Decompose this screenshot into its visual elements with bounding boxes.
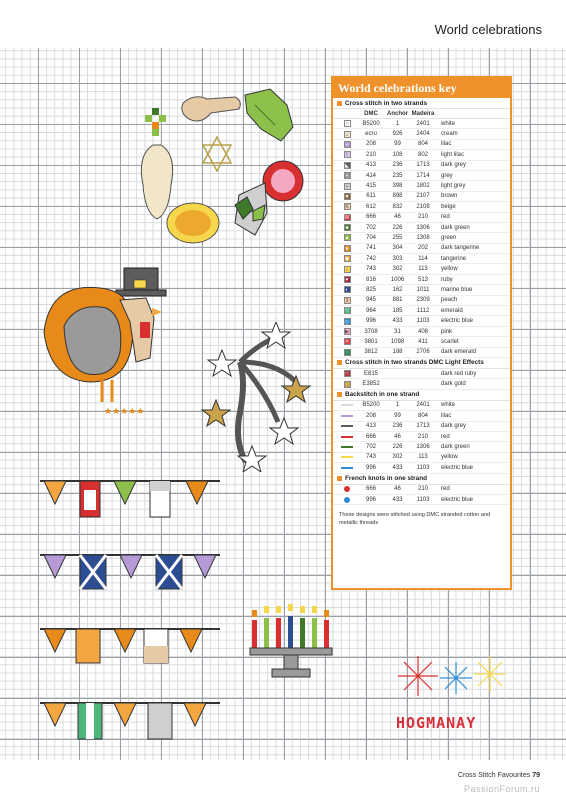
anchor-code: 398 bbox=[392, 183, 403, 190]
anchor-code: 433 bbox=[392, 318, 403, 325]
anchor-code: 1098 bbox=[390, 338, 405, 345]
madeira-code: 114 bbox=[418, 255, 428, 262]
anchor-code: 236 bbox=[392, 423, 403, 430]
dmc-code: 3812 bbox=[364, 349, 378, 356]
madeira-code: 1103 bbox=[416, 318, 430, 325]
color-name: scarlet bbox=[441, 338, 459, 345]
bullet-square-icon bbox=[337, 476, 342, 481]
madeira-code: 2706 bbox=[416, 349, 430, 356]
color-name: dark tangerine bbox=[441, 245, 480, 252]
stitch-symbol-icon: + bbox=[344, 141, 351, 148]
stitch-symbol-icon: ▲ bbox=[344, 235, 350, 242]
key-title: World celebrations key bbox=[333, 78, 510, 98]
madeira-code: 1306 bbox=[416, 224, 430, 231]
bunting-row-1 bbox=[40, 478, 220, 523]
madeira-code: 1308 bbox=[416, 234, 430, 241]
menorah-motif bbox=[248, 604, 338, 684]
anchor-code: 304 bbox=[392, 245, 403, 252]
madeira-code: 2401 bbox=[416, 120, 430, 127]
anchor-code: 99 bbox=[394, 141, 401, 148]
pear-icon bbox=[141, 145, 172, 219]
firework-burst-blue-icon bbox=[440, 662, 472, 694]
dmc-code: 816 bbox=[365, 276, 376, 283]
stitch-symbol-icon: ⋮ bbox=[344, 381, 350, 388]
anchor-code: 235 bbox=[392, 172, 403, 179]
stitch-symbol-icon: • bbox=[344, 183, 351, 190]
french-knot-icon bbox=[344, 497, 350, 503]
bullet-square-icon bbox=[337, 360, 342, 365]
swatch-cell bbox=[337, 172, 357, 179]
leaf-icon bbox=[245, 89, 293, 141]
page-header bbox=[0, 0, 566, 48]
stitch-symbol-icon: ◣ bbox=[345, 162, 349, 169]
anchor-code: 433 bbox=[392, 496, 403, 503]
stitch-symbol-icon: ↑ bbox=[344, 349, 351, 356]
magazine-name: Cross Stitch Favourites bbox=[457, 772, 531, 779]
key-row bbox=[333, 369, 510, 379]
color-name: red bbox=[441, 433, 450, 440]
color-key-panel bbox=[331, 76, 512, 590]
madeira-code: 113 bbox=[418, 454, 428, 461]
dmc-code: 743 bbox=[365, 454, 376, 461]
key-row bbox=[333, 264, 510, 274]
backstitch-line-icon bbox=[341, 436, 353, 438]
madeira-code: 1713 bbox=[416, 423, 430, 430]
anchor-code: 46 bbox=[394, 433, 401, 440]
candle-flames-icon bbox=[252, 604, 329, 617]
key-row bbox=[333, 485, 510, 495]
anchor-code: 926 bbox=[392, 131, 403, 138]
dmc-code: 964 bbox=[365, 307, 376, 314]
swatch-cell bbox=[337, 404, 357, 406]
swatch-cell bbox=[337, 318, 357, 325]
bunting-row-4 bbox=[40, 700, 220, 745]
swatch-cell bbox=[337, 245, 357, 252]
madeira-code: 802 bbox=[417, 151, 428, 158]
madeira-code: 1103 bbox=[416, 496, 430, 503]
dmc-code: 208 bbox=[365, 141, 376, 148]
col-dmc: DMC bbox=[364, 110, 378, 117]
swatch-cell bbox=[337, 203, 357, 210]
stitch-symbol-icon: ⌂ bbox=[345, 131, 349, 138]
dmc-code: B5200 bbox=[362, 402, 380, 409]
swatch-cell bbox=[337, 234, 357, 241]
color-name: grey bbox=[441, 172, 453, 179]
stitch-symbol-icon: ★ bbox=[344, 245, 350, 252]
color-name: dark red ruby bbox=[441, 370, 477, 377]
backstitch-line-icon bbox=[341, 404, 353, 406]
dmc-code: 741 bbox=[365, 245, 376, 252]
madeira-code: 1011 bbox=[416, 286, 430, 293]
pilgrim-hat-icon bbox=[116, 268, 166, 296]
firework-burst-yellow-icon bbox=[474, 656, 506, 692]
key-row bbox=[333, 379, 510, 389]
svg-text:★★★★★: ★★★★★ bbox=[104, 407, 145, 417]
madeira-code: 411 bbox=[418, 338, 428, 345]
anchor-code: 1 bbox=[395, 120, 400, 127]
menorah-base-icon bbox=[250, 648, 332, 677]
ornament-icon bbox=[263, 161, 303, 201]
swatch-cell bbox=[337, 436, 357, 438]
dmc-code: 414 bbox=[365, 172, 376, 179]
color-name: white bbox=[441, 402, 456, 409]
swatch-cell bbox=[337, 286, 357, 293]
swatch-cell bbox=[337, 266, 357, 273]
key-row bbox=[333, 337, 510, 347]
anchor-code: 226 bbox=[392, 444, 403, 451]
madeira-code: 210 bbox=[417, 214, 428, 221]
anchor-code: 46 bbox=[394, 214, 401, 221]
dmc-code: 612 bbox=[365, 203, 376, 210]
dmc-code: ecru bbox=[365, 131, 377, 138]
col-madeira: Madeira bbox=[411, 110, 435, 117]
key-row bbox=[333, 432, 510, 442]
madeira-code: 1802 bbox=[416, 183, 430, 190]
color-name: tangerine bbox=[441, 255, 467, 262]
anchor-code: 881 bbox=[392, 297, 403, 304]
key-row bbox=[333, 463, 510, 473]
color-name: lilac bbox=[441, 412, 452, 419]
swatch-cell bbox=[337, 328, 357, 335]
key-row bbox=[333, 244, 510, 254]
anchor-code: 226 bbox=[392, 224, 403, 231]
stitch-symbol-icon: × bbox=[344, 338, 351, 345]
stitch-symbol-icon: ■ bbox=[345, 225, 349, 232]
anchor-code: 832 bbox=[392, 203, 403, 210]
hogmanay-text: HOGMANAY bbox=[396, 714, 477, 732]
stitch-symbol-icon: ◆ bbox=[345, 256, 349, 263]
swatch-cell bbox=[337, 183, 357, 190]
madeira-code: 1306 bbox=[416, 444, 430, 451]
madeira-code: 1714 bbox=[416, 172, 430, 179]
french-knot-rows bbox=[333, 485, 510, 506]
color-name: pink bbox=[441, 328, 453, 335]
swatch-cell bbox=[337, 151, 357, 158]
swatch-cell bbox=[337, 446, 357, 448]
key-row bbox=[333, 453, 510, 463]
swatch-cell bbox=[337, 297, 357, 304]
key-row bbox=[333, 285, 510, 295]
backstitch-rows bbox=[333, 401, 510, 474]
dmc-code: 945 bbox=[365, 297, 376, 304]
color-name: dark grey bbox=[441, 423, 467, 430]
key-row bbox=[333, 192, 510, 202]
cross-stitch-rows bbox=[333, 119, 510, 358]
anchor-code: 1 bbox=[395, 402, 400, 409]
swatch-cell bbox=[337, 425, 357, 427]
madeira-code: 1112 bbox=[416, 307, 430, 314]
dmc-code: E815 bbox=[363, 370, 378, 377]
swatch-cell bbox=[337, 131, 357, 138]
stitch-symbol-icon: 3 bbox=[344, 297, 351, 304]
color-name: emerald bbox=[441, 307, 463, 314]
page-title: World celebrations bbox=[434, 22, 542, 37]
dmc-code: 996 bbox=[365, 464, 376, 471]
firework-burst-red-icon bbox=[398, 656, 438, 696]
pie-icon bbox=[167, 203, 219, 243]
section-french-knots bbox=[333, 474, 510, 485]
anchor-code: 188 bbox=[392, 349, 403, 356]
dmc-code: 704 bbox=[365, 234, 376, 241]
swatch-cell bbox=[337, 162, 357, 169]
madeira-code: 408 bbox=[417, 328, 428, 335]
dmc-code: 666 bbox=[365, 486, 376, 493]
light-effects-rows bbox=[333, 369, 510, 390]
swatch-cell bbox=[337, 307, 357, 314]
bunting-row-2 bbox=[40, 552, 220, 597]
dmc-code: 825 bbox=[365, 286, 376, 293]
swatch-cell bbox=[337, 224, 357, 231]
dmc-code: 996 bbox=[365, 318, 376, 325]
swatch-cell bbox=[337, 141, 357, 148]
anchor-code: 433 bbox=[392, 464, 403, 471]
fireworks-stars-motif bbox=[196, 322, 321, 472]
key-row bbox=[333, 213, 510, 223]
watermark: PassionForum.ru bbox=[463, 784, 540, 794]
swatch-cell bbox=[337, 456, 357, 458]
swatch-cell bbox=[337, 338, 357, 345]
anchor-code: 236 bbox=[392, 162, 403, 169]
swatch-cell bbox=[337, 349, 357, 356]
key-row bbox=[333, 254, 510, 264]
rocket-trail-icon bbox=[238, 334, 296, 462]
dmc-code: 743 bbox=[365, 266, 376, 273]
hogmanay-fireworks bbox=[396, 650, 508, 705]
bullet-square-icon bbox=[337, 392, 342, 397]
madeira-code: 804 bbox=[417, 141, 428, 148]
page-number: 79 bbox=[532, 772, 540, 779]
stitch-symbol-icon: ▪ bbox=[344, 172, 351, 179]
backstitch-line-icon bbox=[341, 446, 353, 448]
madeira-code: 2309 bbox=[416, 297, 430, 304]
color-name: light lilac bbox=[441, 151, 465, 158]
dmc-code: 702 bbox=[365, 224, 376, 231]
color-name: beige bbox=[441, 203, 456, 210]
madeira-code: 2401 bbox=[416, 402, 430, 409]
dmc-code: 413 bbox=[365, 423, 376, 430]
stitch-symbol-icon: ▽ bbox=[345, 308, 349, 315]
color-name: dark gold bbox=[441, 381, 466, 388]
dmc-code: 208 bbox=[365, 412, 376, 419]
section-label: French knots in one strand bbox=[345, 475, 428, 482]
key-row bbox=[333, 411, 510, 421]
color-name: dark emerald bbox=[441, 349, 477, 356]
star-cluster-icon bbox=[202, 322, 310, 472]
section-backstitch bbox=[333, 390, 510, 401]
key-row bbox=[333, 140, 510, 150]
swatch-cell bbox=[337, 193, 357, 200]
bullet-square-icon bbox=[337, 101, 342, 106]
key-row bbox=[333, 202, 510, 212]
madeira-code: 804 bbox=[417, 412, 428, 419]
dmc-code: 3708 bbox=[364, 328, 378, 335]
color-name: dark green bbox=[441, 224, 470, 231]
anchor-code: 302 bbox=[392, 454, 403, 461]
dmc-code: 3801 bbox=[364, 338, 378, 345]
wreath-motif bbox=[135, 85, 325, 265]
flower-icon bbox=[145, 108, 166, 136]
backstitch-line-icon bbox=[341, 456, 353, 458]
color-name: dark grey bbox=[441, 162, 467, 169]
backstitch-line-icon bbox=[341, 415, 353, 417]
bunting-row-3 bbox=[40, 626, 220, 671]
color-name: green bbox=[441, 234, 457, 241]
backstitch-line-icon bbox=[341, 467, 353, 469]
key-row bbox=[333, 161, 510, 171]
key-row bbox=[333, 233, 510, 243]
madeira-code: 210 bbox=[417, 433, 428, 440]
key-row bbox=[333, 401, 510, 411]
stitch-symbol-icon: ! bbox=[344, 151, 351, 158]
stitch-symbol-icon: □ bbox=[345, 371, 349, 378]
star-of-david-icon bbox=[203, 137, 231, 171]
swatch-cell bbox=[337, 415, 357, 417]
color-name: electric blue bbox=[441, 496, 474, 503]
key-header-row bbox=[333, 109, 510, 119]
turkey-icon bbox=[44, 287, 162, 417]
madeira-code: 1103 bbox=[416, 464, 430, 471]
key-row bbox=[333, 327, 510, 337]
key-row bbox=[333, 119, 510, 129]
key-row bbox=[333, 495, 510, 505]
color-name: red bbox=[441, 214, 450, 221]
dmc-code: 413 bbox=[365, 162, 376, 169]
key-row bbox=[333, 442, 510, 452]
color-name: lilac bbox=[441, 141, 452, 148]
dmc-code: E3852 bbox=[362, 381, 380, 388]
stitch-symbol-icon: ▶ bbox=[345, 329, 349, 335]
madeira-code: 2404 bbox=[416, 131, 430, 138]
section-label: Cross stitch in two strands bbox=[345, 99, 428, 107]
key-row bbox=[333, 296, 510, 306]
section-label: Backstitch in one strand bbox=[345, 391, 420, 399]
swatch-cell bbox=[337, 381, 357, 388]
anchor-code: 162 bbox=[392, 286, 403, 293]
key-row bbox=[333, 171, 510, 181]
key-row bbox=[333, 306, 510, 316]
key-row bbox=[333, 150, 510, 160]
stitch-symbol-icon: W bbox=[344, 214, 350, 221]
candles-icon bbox=[252, 616, 329, 648]
madeira-code: 2108 bbox=[416, 203, 430, 210]
anchor-code: 302 bbox=[392, 266, 403, 273]
dmc-code: 702 bbox=[365, 444, 376, 451]
dmc-code: 666 bbox=[365, 433, 376, 440]
color-name: dark green bbox=[441, 444, 470, 451]
key-row bbox=[333, 316, 510, 326]
madeira-code: 210 bbox=[417, 486, 428, 493]
dmc-code: 742 bbox=[365, 255, 376, 262]
color-name: peach bbox=[441, 297, 458, 304]
madeira-code: 1713 bbox=[416, 162, 430, 169]
color-name: red bbox=[441, 486, 450, 493]
color-name: brown bbox=[441, 193, 458, 200]
anchor-code: 185 bbox=[392, 307, 403, 314]
anchor-code: 255 bbox=[392, 234, 403, 241]
color-name: electric blue bbox=[441, 464, 474, 471]
anchor-code: 108 bbox=[392, 151, 403, 158]
key-row bbox=[333, 422, 510, 432]
swatch-cell bbox=[337, 370, 357, 377]
backstitch-line-icon bbox=[341, 425, 353, 427]
french-knot-icon bbox=[344, 486, 350, 492]
color-name: cream bbox=[441, 131, 458, 138]
dmc-code: 210 bbox=[365, 151, 376, 158]
stitch-symbol-icon: ♥ bbox=[344, 276, 351, 283]
key-row bbox=[333, 348, 510, 358]
dmc-code: 666 bbox=[365, 214, 376, 221]
color-name: marine blue bbox=[441, 286, 473, 293]
madeira-code: 113 bbox=[418, 266, 428, 273]
swatch-cell bbox=[337, 497, 357, 503]
swatch-cell bbox=[337, 276, 357, 283]
madeira-code: 513 bbox=[417, 276, 428, 283]
stitch-symbol-icon: ♀ bbox=[345, 266, 349, 273]
col-anchor: Anchor bbox=[387, 110, 408, 117]
swatch-cell bbox=[337, 120, 357, 127]
page-footer bbox=[0, 760, 566, 800]
dmc-code: 415 bbox=[365, 183, 376, 190]
color-name: yellow bbox=[441, 266, 458, 273]
section-label: Cross stitch in two strands DMC Light Effects bbox=[345, 359, 484, 367]
turkey-motif bbox=[40, 262, 180, 417]
swatch-cell bbox=[337, 214, 357, 221]
section-light-effects bbox=[333, 358, 510, 369]
footer-credit bbox=[458, 772, 540, 779]
key-row bbox=[333, 129, 510, 139]
swatch-cell bbox=[337, 486, 357, 492]
color-name: ruby bbox=[441, 276, 453, 283]
color-name: yellow bbox=[441, 454, 458, 461]
stitch-symbol-icon: ▼ bbox=[344, 193, 350, 200]
anchor-code: 99 bbox=[394, 412, 401, 419]
color-name: white bbox=[441, 120, 456, 127]
key-row bbox=[333, 275, 510, 285]
drumstick-icon bbox=[182, 97, 240, 121]
color-name: electric blue bbox=[441, 318, 474, 325]
swatch-cell bbox=[337, 467, 357, 469]
key-row bbox=[333, 181, 510, 191]
swatch-cell bbox=[337, 255, 357, 262]
anchor-code: 898 bbox=[392, 193, 403, 200]
color-name: light grey bbox=[441, 183, 466, 190]
anchor-code: 303 bbox=[392, 255, 403, 262]
stitch-symbol-icon: ◇ bbox=[345, 318, 349, 325]
anchor-code: 31 bbox=[394, 328, 401, 335]
section-cross-stitch bbox=[333, 98, 510, 109]
madeira-code: 202 bbox=[417, 245, 428, 252]
dmc-code: 996 bbox=[365, 496, 376, 503]
key-note: These designs were stitched using DMC stranded cotton and metallic threads bbox=[339, 512, 491, 527]
dmc-code: B5200 bbox=[362, 120, 380, 127]
stitch-symbol-icon: K bbox=[345, 204, 349, 211]
anchor-code: 46 bbox=[394, 486, 401, 493]
stitch-symbol-icon: ◐ bbox=[345, 287, 349, 294]
dmc-code: 611 bbox=[366, 193, 376, 200]
key-row bbox=[333, 223, 510, 233]
anchor-code: 1006 bbox=[390, 276, 405, 283]
stitch-symbol-icon: ∩ bbox=[345, 121, 349, 128]
madeira-code: 2107 bbox=[416, 193, 430, 200]
